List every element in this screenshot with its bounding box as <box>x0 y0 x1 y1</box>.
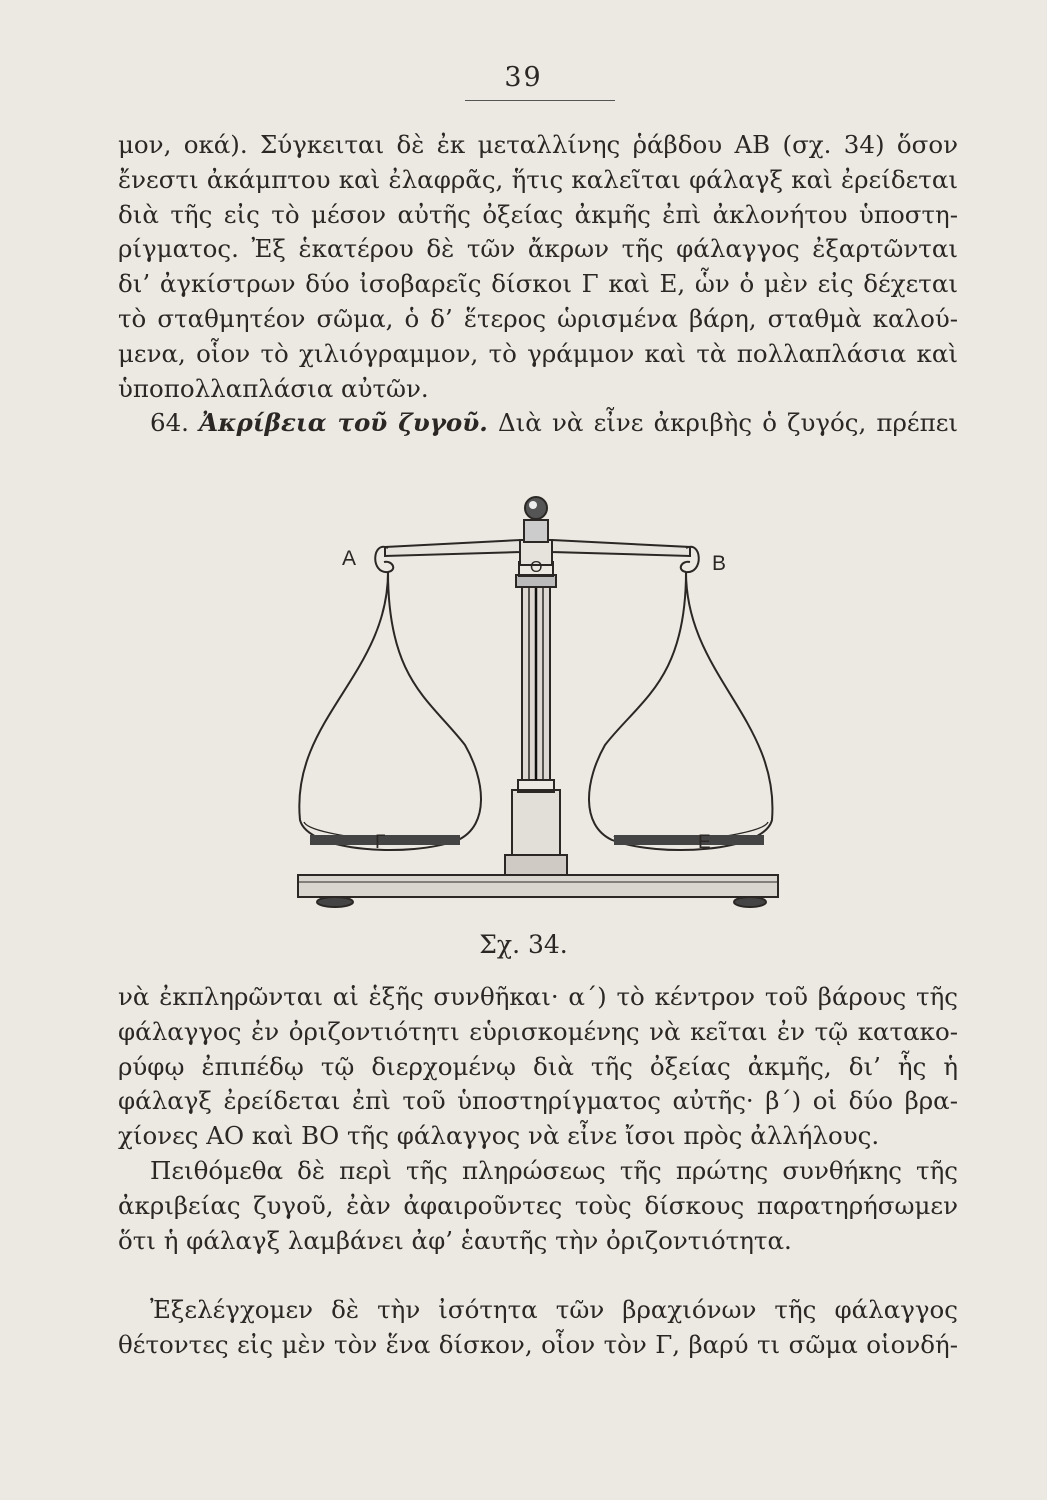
pan-right-dish <box>614 835 764 845</box>
text-line: φάλαγγος ἐν ὀριζοντιότητι εὑρισκομένης νὰ κεῖται ἐν τῷ κατακο- <box>118 1016 958 1046</box>
section-title: Ἀκρίβεια τοῦ ζυγοῦ. <box>199 408 488 438</box>
label-o: Ο <box>530 559 543 576</box>
text-line: μενα, οἷον τὸ χιλιόγραμμον, τὸ γράμμον καὶ τὰ πολλαπλάσια καὶ <box>118 338 958 368</box>
base-board <box>298 875 778 897</box>
text-line: τὸ σταθμητέον σῶμα, ὁ δ’ ἕτερος ὡρισμένα βάρη, σταθμὰ καλού- <box>118 303 958 333</box>
text-line: δι’ ἀγκίστρων δύο ἰσοβαρεῖς δίσκοι Γ καὶ Ε, ὧν ὁ μὲν εἰς δέχεται <box>118 269 958 299</box>
balance-scale-figure <box>280 490 790 920</box>
text-line: φάλαγξ ἐρείδεται ἐπὶ τοῦ ὑποστηρίγματος αὐτῆς· β΄) οἱ δύο βρα- <box>118 1086 958 1116</box>
text-line: ὑποπολλαπλάσια αὐτῶν. <box>118 373 429 403</box>
label-b: Β <box>712 552 727 575</box>
page-number: 39 <box>504 62 543 93</box>
text-line: Ἐξελέγχομεν δὲ τὴν ἰσότητα τῶν βραχιόνων τῆς φάλαγγος <box>150 1295 958 1324</box>
text-line: χίονες ΑΟ καὶ ΒΟ τῆς φάλαγγος νὰ εἶνε ἴσοι πρὸς ἀλλήλους. <box>118 1121 880 1151</box>
text-line: ἔνεστι ἀκάμπτου καὶ ἐλαφρᾶς, ἥτις καλεῖται φάλαγξ καὶ ἐρείδεται <box>118 164 958 194</box>
pan-right-frame <box>589 572 772 850</box>
text-line: Πειθόμεθα δὲ περὶ τῆς πληρώσεως τῆς πρώτης συνθήκης τῆς <box>150 1156 958 1185</box>
label-e: Ε <box>698 832 711 853</box>
pan-left-frame <box>299 572 481 850</box>
text-line: ρίγματος. Ἐξ ἑκατέρου δὲ τῶν ἄκρων τῆς φάλαγγος ἐξαρτῶνται <box>118 234 958 264</box>
text-line: ρύφῳ ἐπιπέδῳ τῷ διερχομένῳ διὰ τῆς ὀξείας ἀκμῆς, δι’ ἧς ἡ <box>118 1051 958 1081</box>
beam <box>385 540 520 556</box>
paragraph-2 <box>118 980 958 1154</box>
top-knob <box>525 497 547 519</box>
label-g: Γ <box>375 832 386 853</box>
text-line: ἀκριβείας ζυγοῦ, ἐὰν ἀφαιροῦντες τοὺς δίσκους παρατηρήσωμεν <box>118 1190 958 1220</box>
text-line: θέτοντες εἰς μὲν τὸν ἕνα δίσκον, οἷον τὸν Γ, βαρύ τι σῶμα οἱονδή- <box>118 1329 958 1359</box>
label-a: Α <box>342 547 357 570</box>
section-text: Διὰ νὰ εἶνε ἀκριβὴς ὁ ζυγός, πρέπει <box>497 408 959 438</box>
paragraph-3 <box>118 1154 958 1258</box>
text-line: μον, οκά). Σύγκειται δὲ ἐκ μεταλλίνης ῥάβδου ΑΒ (σχ. 34) ὅσον <box>118 130 958 159</box>
text-line: διὰ τῆς εἰς τὸ μέσον αὐτῆς ὀξείας ἀκμῆς ἐπὶ ἀκλονήτου ὑποστη- <box>118 199 958 229</box>
header-rule <box>465 100 615 101</box>
paragraph-4 <box>118 1293 958 1363</box>
figure-caption: Σχ. 34. <box>479 930 568 959</box>
section-number: 64. <box>150 408 189 438</box>
text-line: νὰ ἐκπληρῶνται αἱ ἑξῆς συνθῆκαι· α΄) τὸ κέντρον τοῦ βάρους τῆς <box>118 982 958 1011</box>
text-line: ὅτι ἡ φάλαγξ λαμβάνει ἀφ’ ἑαυτῆς τὴν ὀριζοντιότητα. <box>118 1225 792 1255</box>
paragraph-1 <box>118 128 958 441</box>
section-heading <box>118 406 958 441</box>
